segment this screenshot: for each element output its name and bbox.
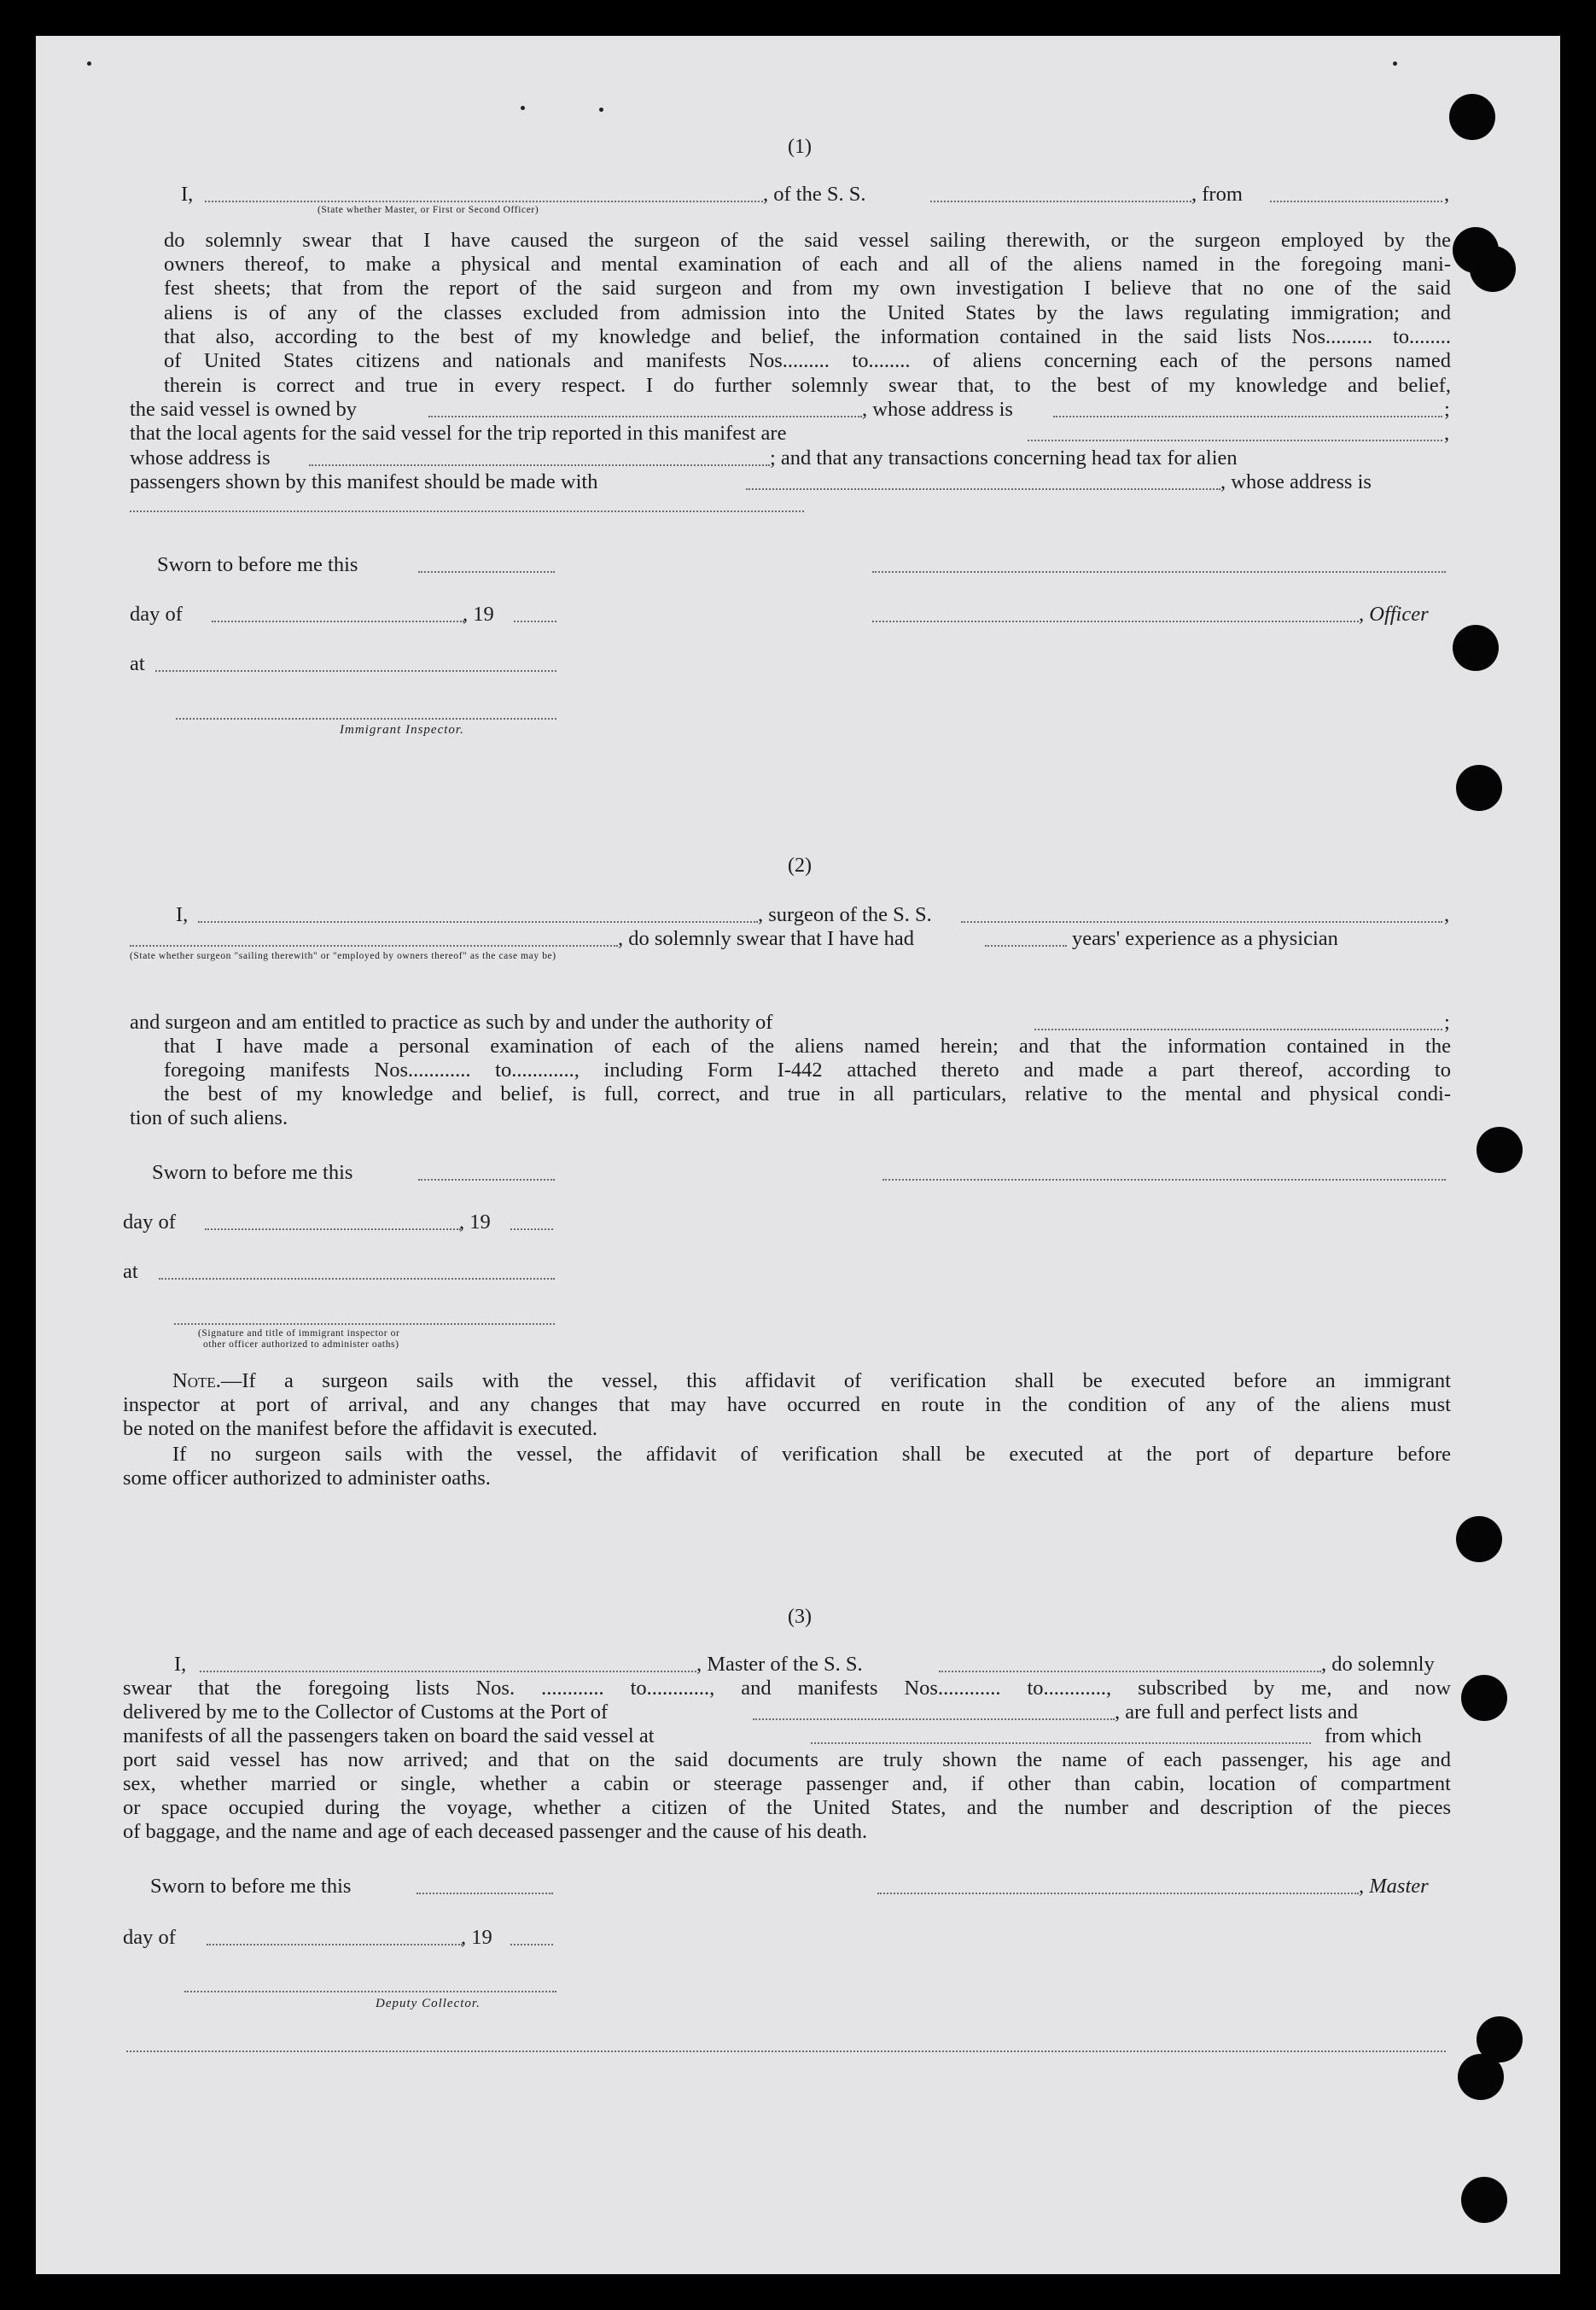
punch-hole	[1456, 765, 1502, 811]
s3-solemnly-text: , do solemnly	[1321, 1653, 1435, 1676]
officer-signature-line[interactable]	[872, 621, 1359, 622]
s2-year-field[interactable]	[510, 1228, 553, 1230]
punch-hole	[1456, 1516, 1502, 1562]
punch-hole	[1453, 625, 1499, 671]
s2-year-label: , 19	[459, 1210, 491, 1234]
punch-hole	[1449, 94, 1495, 140]
s2-inspector-signature-line[interactable]	[174, 1323, 555, 1325]
s3-collector-caption: Deputy Collector.	[376, 1997, 481, 2010]
s1-at-label: at	[130, 652, 145, 675]
note-label: Note.	[172, 1369, 221, 1392]
s1-owned-label: the said vessel is owned by	[130, 398, 358, 421]
headtax-address-field[interactable]	[130, 510, 804, 512]
s3-year-field[interactable]	[510, 1944, 553, 1945]
master-signature-line[interactable]	[877, 1893, 1359, 1894]
s1-text-line: therein is correct and true in every respect. I do further solemnly swear that, to the best of my knowledge and belief,	[164, 374, 1451, 397]
s2-day-month-field[interactable]	[205, 1228, 461, 1230]
inspector-signature-line[interactable]	[176, 718, 556, 720]
port-from-field[interactable]	[1270, 201, 1442, 202]
s3-text-line: sex, whether married or single, whether a cabin or steerage passenger and, if other than cabin, location of compartment	[123, 1772, 1451, 1795]
s1-from-label: , from	[1191, 183, 1243, 206]
section-3-number: (3)	[788, 1606, 812, 1628]
s3-from-which-text: from which	[1325, 1724, 1422, 1747]
s3-text-line: swear that the foregoing lists Nos. ............ to............, and manifests Nos............ to............, subscribed by me, and now	[123, 1677, 1451, 1700]
s2-vessel-field[interactable]	[961, 921, 1442, 923]
s3-day-label: day of	[123, 1926, 176, 1949]
surgeon-signature-line[interactable]	[882, 1179, 1446, 1181]
s2-text-line: foregoing manifests Nos............ to............, including Form I-442 attached thereto and made a part thereof, according to	[164, 1059, 1451, 1082]
bottom-rule	[126, 2050, 1446, 2052]
speck	[1393, 61, 1397, 66]
s1-inspector-caption: Immigrant Inspector.	[340, 723, 464, 737]
s1-ss-label: , of the S. S.	[763, 183, 866, 206]
s2-at-label: at	[123, 1260, 138, 1283]
s2-signature-caption-2: other officer authorized to administer oaths)	[203, 1339, 399, 1350]
agents-field[interactable]	[1028, 440, 1442, 441]
s2-physician-text: years' experience as a physician	[1072, 927, 1338, 950]
s3-ss-label: , Master of the S. S.	[696, 1653, 863, 1676]
s1-headtax-text: ; and that any transactions concerning head tax for alien	[770, 446, 1238, 470]
s2-note-line: inspector at port of arrival, and any changes that may have occurred en route in the condition of any of the aliens must	[123, 1393, 1451, 1416]
s3-master-sign-label: , Master	[1359, 1875, 1429, 1898]
s1-agents-label: that the local agents for the said vessel for the trip reported in this manifest are	[130, 422, 787, 445]
s2-text-line: tion of such aliens.	[130, 1106, 288, 1129]
owner-address-field[interactable]	[1053, 416, 1442, 417]
punch-hole	[1470, 246, 1516, 292]
punch-hole	[1461, 2177, 1507, 2223]
s2-authority-label: and surgeon and am entitled to practice as such by and under the authority of	[130, 1011, 773, 1034]
s3-text-line: or space occupied during the voyage, whether a citizen of the United States, and the number and description of the pieces	[123, 1796, 1451, 1819]
s2-note-line: be noted on the manifest before the affidavit is executed.	[123, 1417, 598, 1440]
s1-sworn-label: Sworn to before me this	[157, 553, 358, 576]
s3-sworn-date-field[interactable]	[416, 1893, 553, 1894]
s2-surgeon-label: I,	[176, 903, 189, 926]
surgeon-type-field[interactable]	[130, 945, 618, 947]
year-field[interactable]	[514, 621, 556, 622]
s3-sworn-label: Sworn to before me this	[150, 1875, 352, 1898]
section-1-number: (1)	[788, 136, 812, 158]
s1-text-line: of United States citizens and nationals and manifests Nos......... to........ of aliens concerning each of the persons named	[164, 349, 1451, 372]
s1-text-line: fest sheets; that from the report of the said surgeon and from my own investigation I believe that no one of the said	[164, 277, 1451, 300]
s1-comma: ,	[1444, 422, 1450, 445]
s2-ss-label: , surgeon of the S. S.	[758, 903, 932, 926]
s3-day-month-field[interactable]	[207, 1944, 463, 1945]
s1-master-label: I,	[181, 183, 194, 206]
s3-lists-text: , are full and perfect lists and	[1115, 1700, 1359, 1724]
owner-field[interactable]	[428, 416, 862, 417]
speck	[521, 106, 525, 110]
s2-sworn-label: Sworn to before me this	[152, 1161, 353, 1184]
s3-year-label: , 19	[461, 1926, 492, 1949]
master-name-field[interactable]	[200, 1671, 696, 1672]
day-month-field[interactable]	[212, 621, 464, 622]
years-experience-field[interactable]	[985, 945, 1067, 947]
s1-text-line: that also, according to the best of my knowledge and belief, the information contained in the said lists Nos......... to........	[164, 325, 1451, 348]
s2-surgeon-type-caption: (State whether surgeon "sailing therewith" or "employed by owners thereof" as the case may be)	[130, 951, 556, 961]
punch-hole	[1477, 1127, 1523, 1173]
s2-semicolon: ;	[1444, 1011, 1450, 1034]
s3-vessel-field[interactable]	[939, 1671, 1321, 1672]
place-field[interactable]	[155, 670, 556, 672]
name-field[interactable]	[205, 201, 763, 202]
agents-address-field[interactable]	[309, 464, 770, 466]
s3-port-label: delivered by me to the Collector of Customs at the Port of	[123, 1700, 609, 1724]
s1-text-line: owners thereof, to make a physical and mental examination of each and all of the aliens named in the foregoing mani-	[164, 253, 1451, 276]
s1-owner-address-label: , whose address is	[862, 398, 1013, 421]
s2-day-label: day of	[123, 1210, 176, 1234]
form-page	[36, 36, 1560, 2274]
s3-boarding-label: manifests of all the passengers taken on board the said vessel at	[123, 1724, 655, 1747]
s2-swear-text: , do solemnly swear that I have had	[618, 927, 914, 950]
s2-note-line: If no surgeon sails with the vessel, the affidavit of verification shall be executed at the port of departure before	[172, 1443, 1451, 1466]
signature-line[interactable]	[872, 571, 1446, 573]
s2-text-line: that I have made a personal examination of each of the aliens named herein; and that the information contained in the	[164, 1035, 1451, 1058]
s2-note-line: Note.—If a surgeon sails with the vessel, this affidavit of verification shall be executed before an immigrant	[172, 1369, 1451, 1392]
s3-master-label: I,	[174, 1653, 187, 1676]
s2-comma: ,	[1444, 903, 1450, 926]
s1-semicolon: ;	[1444, 398, 1450, 421]
s2-text-line: the best of my knowledge and belief, is full, correct, and true in all particulars, relative to the mental and physical condi-	[164, 1082, 1451, 1105]
speck	[87, 61, 91, 66]
arrival-port-field[interactable]	[753, 1718, 1115, 1720]
s1-comma: ,	[1444, 183, 1450, 206]
s1-agents-address-label: whose address is	[130, 446, 271, 470]
s1-text-line: aliens is of any of the classes excluded from admission into the United States by the laws regulating immigration; and	[164, 301, 1451, 324]
boarding-port-field[interactable]	[811, 1742, 1311, 1744]
s1-year-label: , 19	[463, 603, 494, 626]
headtax-field[interactable]	[746, 488, 1220, 490]
speck	[599, 108, 603, 112]
s1-headtax-label: passengers shown by this manifest should be made with	[130, 470, 598, 493]
punch-hole	[1458, 2054, 1504, 2100]
s1-text-line: do solemnly swear that I have caused the surgeon of the said vessel sailing therewith, or the surgeon employed by the	[164, 229, 1451, 252]
s1-officer-label: , Officer	[1359, 603, 1429, 626]
s3-text-line: port said vessel has now arrived; and that on the said documents are truly shown the name of each passenger, his age and	[123, 1748, 1451, 1771]
s3-text-line: of baggage, and the name and age of each deceased passenger and the cause of his death.	[123, 1820, 868, 1843]
surgeon-name-field[interactable]	[198, 921, 758, 923]
s1-rank-caption: (State whether Master, or First or Second Officer)	[317, 205, 539, 215]
vessel-field[interactable]	[930, 201, 1191, 202]
s2-signature-caption-1: (Signature and title of immigrant inspector or	[198, 1328, 400, 1339]
s1-day-label: day of	[130, 603, 183, 626]
sworn-date-field[interactable]	[418, 571, 555, 573]
s2-sworn-date-field[interactable]	[418, 1179, 555, 1181]
punch-hole	[1461, 1675, 1507, 1721]
s2-note-line: some officer authorized to administer oaths.	[123, 1467, 491, 1490]
s2-place-field[interactable]	[159, 1278, 555, 1280]
authority-field[interactable]	[1034, 1029, 1442, 1030]
collector-signature-line[interactable]	[184, 1991, 556, 1992]
s1-headtax-address-label: , whose address is	[1220, 470, 1372, 493]
section-2-number: (2)	[788, 855, 812, 877]
